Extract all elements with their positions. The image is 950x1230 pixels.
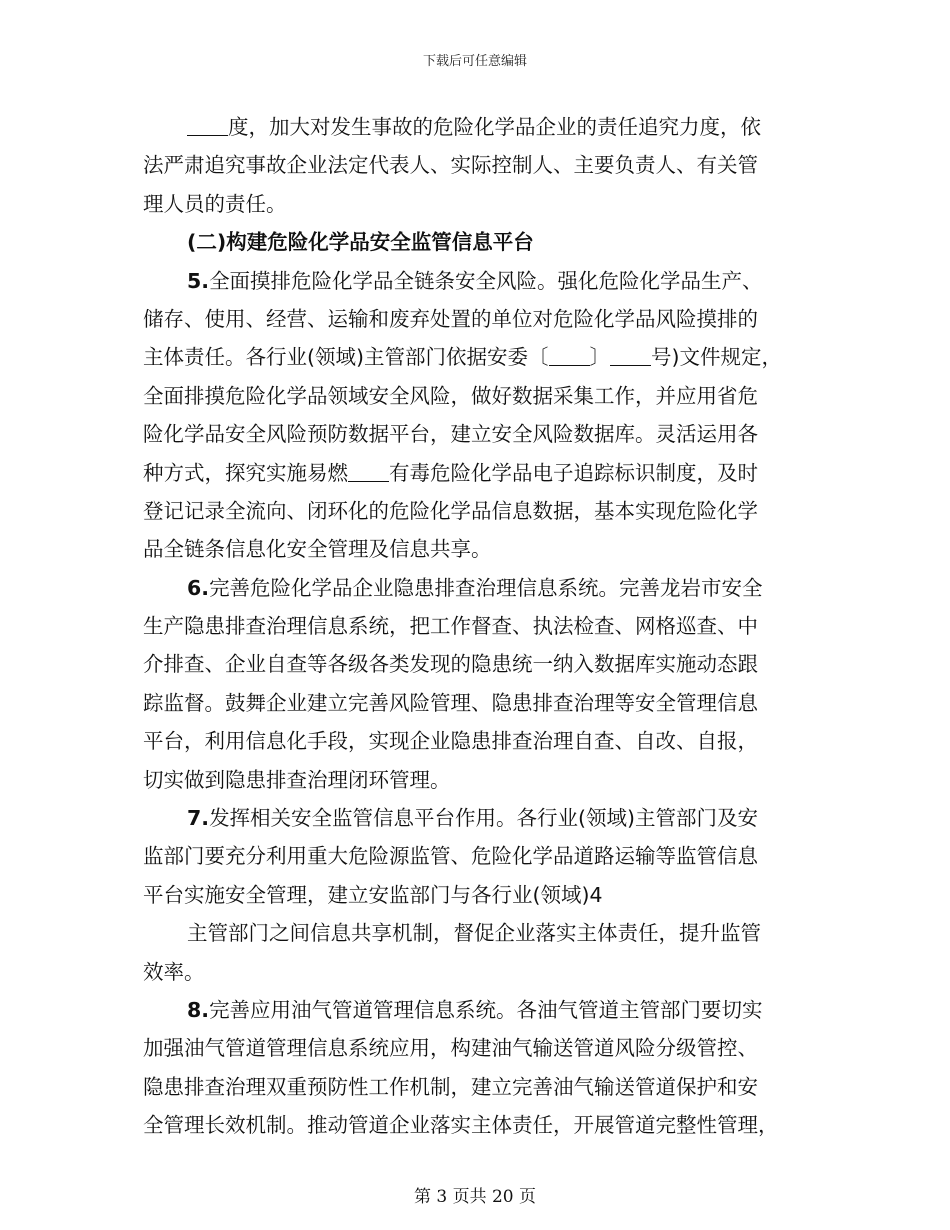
paragraph-8-first-line <box>143 991 823 1029</box>
text-span: 完善危险化学品企业隐患排查治理信息系统。完善龙岩市安全 <box>209 575 763 600</box>
document-body <box>143 108 823 1145</box>
fill-blank <box>610 345 651 366</box>
text-line <box>143 454 823 492</box>
fill-blank <box>549 345 590 366</box>
item-number: 8. <box>187 997 210 1022</box>
text-span: 有毒危险化学品电子追踪标识制度，及时 <box>389 460 758 485</box>
text-line: 监部门要充分利用重大危险源监管、危险化学品道路运输等监管信息 <box>143 844 758 869</box>
text-line: 储存、使用、经营、运输和废弃处置的单位对危险化学品风险摸排的 <box>143 306 758 331</box>
text-line: 全面排摸危险化学品领域安全风险，做好数据采集工作，并应用省危 <box>143 383 758 408</box>
text-line: 险化学品安全风险预防数据平台，建立安全风险数据库。灵活运用各 <box>143 422 758 447</box>
item-number: 5. <box>187 268 210 293</box>
fill-blank <box>187 115 228 136</box>
text-line: 主管部门之间信息共享机制，督促企业落实主体责任，提升监管 <box>187 921 761 946</box>
page-header: 下载后可任意编辑 <box>422 54 527 69</box>
text-span: 全面摸排危险化学品全链条安全风险。强化危险化学品生产、 <box>209 268 763 293</box>
item-number: 6. <box>187 575 210 600</box>
item-number: 7. <box>187 806 210 831</box>
text-span: 发挥相关安全监管信息平台作用。各行业(领域)主管部门及安 <box>209 806 759 831</box>
text-line: 介排查、企业自查等各级各类发现的隐患统一纳入数据库实施动态跟 <box>143 652 758 677</box>
page-footer: 第 3 页共 20 页 <box>413 1187 537 1207</box>
fill-blank <box>348 461 389 482</box>
text-line: 平台实施安全管理，建立安监部门与各行业(领域)4 <box>143 882 603 907</box>
text-line: 效率。 <box>143 959 205 984</box>
text-line: 隐患排查治理双重预防性工作机制，建立完善油气输送管道保护和安 <box>143 1074 758 1099</box>
text-span: 〕 <box>589 345 610 370</box>
text-line <box>143 108 823 146</box>
text-line: 切实做到隐患排查治理闭环管理。 <box>143 767 451 792</box>
text-line: 平台，利用信息化手段，实现企业隐患排查治理自查、自改、自报， <box>143 729 758 754</box>
text-line: 理人员的责任。 <box>143 191 287 216</box>
text-line: 品全链条信息化安全管理及信息共享。 <box>143 537 492 562</box>
text-line: 登记记录全流向、闭环化的危险化学品信息数据，基本实现危险化学 <box>143 498 758 523</box>
text-line: 法严肃追究事故企业法定代表人、实际控制人、主要负责人、有关管 <box>143 153 758 178</box>
text-line: 踪监督。鼓舞企业建立完善风险管理、隐患排查治理等安全管理信息 <box>143 690 758 715</box>
text-line: 全管理长效机制。推动管道企业落实主体责任，开展管道完整性管理， <box>143 1113 779 1138</box>
paragraph-6-first-line <box>143 569 823 607</box>
text-span: 完善应用油气管道管理信息系统。各油气管道主管部门要切实 <box>209 997 763 1022</box>
text-line: 生产隐患排查治理信息系统，把工作督查、执法检查、网格巡查、中 <box>143 614 758 639</box>
paragraph-7-first-line <box>143 799 823 837</box>
text-span: 度，加大对发生事故的危险化学品企业的责任追究力度，依 <box>228 115 761 139</box>
text-span: 主体责任。各行业(领域)主管部门依据安委〔 <box>143 345 549 370</box>
paragraph-5-first-line <box>143 262 823 300</box>
section-heading: (二)构建危险化学品安全监管信息平台 <box>187 230 534 255</box>
text-span: 号)文件规定， <box>651 345 782 370</box>
text-span: 种方式，探究实施易燃 <box>143 460 348 485</box>
text-line <box>143 338 823 376</box>
text-line: 加强油气管道管理信息系统应用，构建油气输送管道风险分级管控、 <box>143 1036 758 1061</box>
